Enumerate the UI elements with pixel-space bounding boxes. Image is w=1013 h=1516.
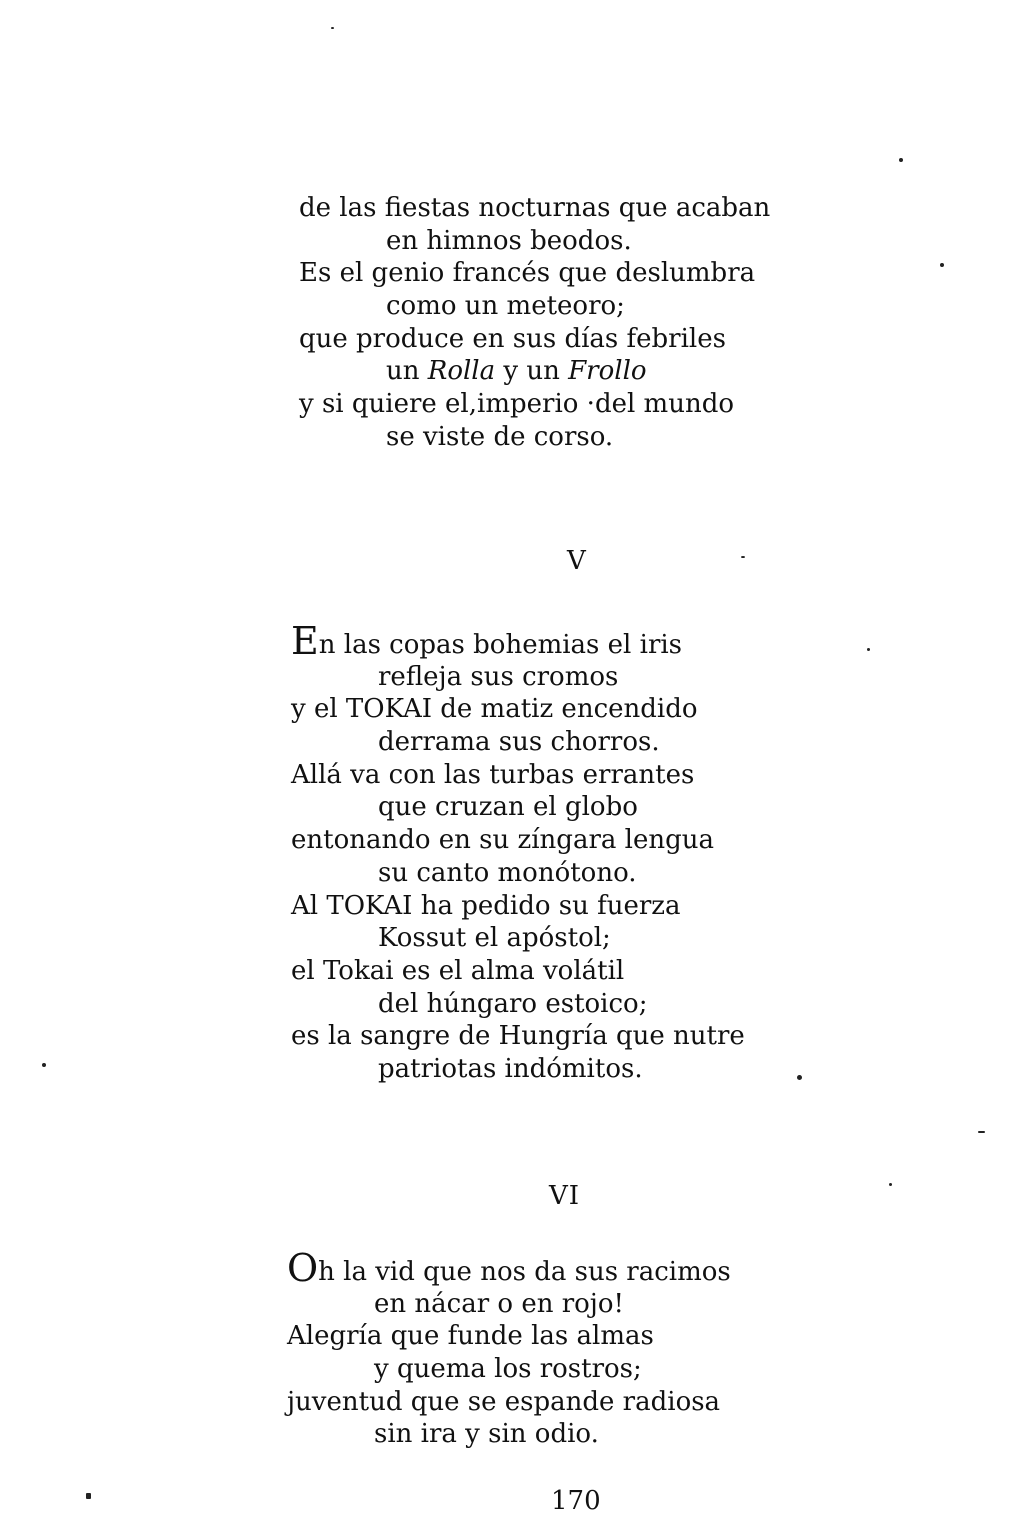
verse-line: Kossut el apóstol;	[378, 923, 611, 954]
scan-speck	[331, 27, 334, 29]
verse-line-first	[287, 1246, 731, 1290]
scan-speck	[899, 158, 903, 162]
scan-speck	[797, 1075, 802, 1080]
verse-line-with-titles	[299, 355, 770, 388]
verse-line: se viste de corso.	[386, 421, 614, 452]
verse-line: entonando en su zíngara lengua	[291, 825, 714, 856]
scan-speck	[978, 1131, 985, 1133]
section-numeral-vi: VI	[549, 1181, 581, 1211]
verse-line: Al TOKAI ha pedido su fuerza	[291, 890, 681, 921]
stanza-continuation	[299, 192, 770, 454]
verse-line: que cruzan el globo	[378, 792, 638, 823]
scan-speck	[867, 648, 870, 651]
verse-line: refleja sus cromos	[378, 661, 619, 692]
verse-line: del húngaro estoico;	[378, 988, 648, 1019]
verse-text: y un	[503, 356, 560, 387]
verse-line: que produce en sus días febriles	[299, 323, 726, 354]
verse-line: y el TOKAI de matiz encendido	[291, 694, 698, 725]
scan-speck	[86, 1493, 91, 1499]
scan-speck	[889, 1183, 892, 1186]
page-number: 170	[551, 1486, 601, 1516]
verse-line: patriotas indómitos.	[378, 1053, 643, 1084]
verse-line: en himnos beodos.	[386, 225, 632, 256]
verse-line: juventud que se espande radiosa	[287, 1386, 721, 1417]
verse-line: es la sangre de Hungría que nutre	[291, 1021, 745, 1052]
verse-line: Allá va con las turbas errantes	[291, 759, 695, 790]
drop-cap: E	[291, 619, 319, 663]
verse-line: el Tokai es el alma volátil	[291, 955, 625, 986]
stanza-vi	[287, 1246, 731, 1451]
verse-text: un	[386, 356, 420, 387]
stanza-v	[291, 619, 745, 1086]
verse-line: Alegría que funde las almas	[287, 1321, 654, 1352]
scan-speck	[42, 1063, 46, 1067]
verse-line: su canto monótono.	[378, 857, 637, 888]
verse-text: n las copas bohemias el iris	[318, 630, 683, 660]
verse-line: de las fiestas nocturnas que acaban	[299, 193, 771, 223]
verse-line: en nácar o en rojo!	[374, 1288, 624, 1319]
scan-speck	[741, 556, 745, 558]
verse-line: y si quiere el,imperio ·del mundo	[299, 389, 734, 420]
verse-line: y quema los rostros;	[374, 1354, 642, 1385]
verse-line: sin ira y sin odio.	[374, 1419, 599, 1450]
verse-line: derrama sus chorros.	[378, 727, 660, 758]
italic-title-rolla: Rolla	[427, 356, 496, 387]
drop-cap: O	[287, 1246, 319, 1290]
scan-speck	[940, 263, 944, 267]
verse-line: como un meteoro;	[386, 291, 625, 322]
verse-line-first	[291, 619, 745, 663]
verse-text: h la vid que nos da sus racimos	[318, 1257, 731, 1287]
section-numeral-v: V	[567, 546, 587, 576]
verse-line: Es el genio francés que deslumbra	[299, 258, 756, 289]
italic-title-frollo: Frollo	[568, 356, 647, 387]
